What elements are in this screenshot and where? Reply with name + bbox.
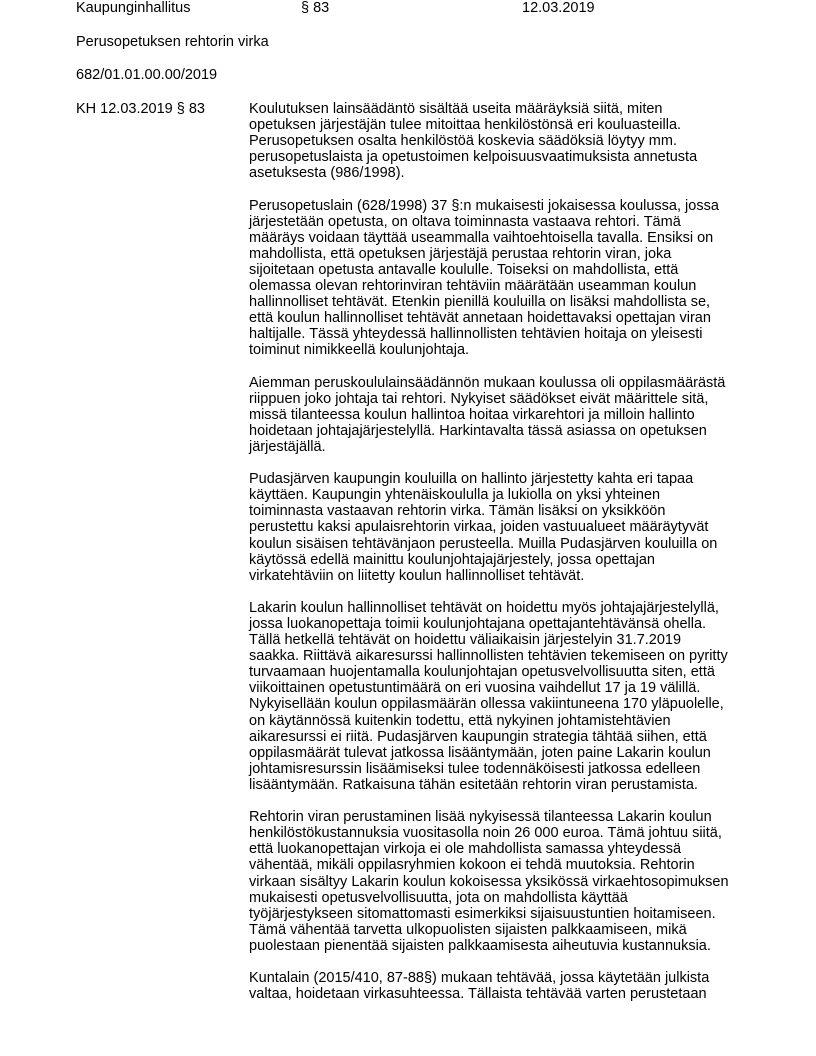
body-paragraph bbox=[249, 970, 749, 1002]
text-line: sijoitetaan opetusta antavalle koululle. Toiseksi on mahdollista, että bbox=[249, 261, 679, 278]
text-line: mukaisesti opetusvelvollisuutta, jota on mahdollista käyttää bbox=[249, 889, 628, 906]
document-title: Perusopetuksen rehtorin virka bbox=[76, 34, 269, 50]
body-paragraph bbox=[249, 471, 749, 584]
text-line: olemassa olevan rehtorinviran tehtäviin määrätään useamman koulun bbox=[249, 278, 697, 295]
text-line: haltijalle. Tässä yhteydessä hallinnollisten tehtävien hoitaja on yleisesti bbox=[249, 326, 703, 343]
text-line: hallinnolliset tehtävät. Etenkin pienillä kouluilla on lisäksi mahdollista se, bbox=[249, 294, 711, 311]
body-paragraph bbox=[249, 198, 749, 359]
text-line: perustettu kaksi apulaisrehtorin virkaa, joiden vastuualueet määräytyvät bbox=[249, 519, 709, 536]
document-body bbox=[249, 101, 749, 1018]
text-line: koulun sisäisen tehtävänjaon perusteella. Muilla Pudasjärven kouluilla on bbox=[249, 535, 718, 552]
text-line: Kuntalain (2015/410, 87-88§) mukaan tehtävää, jossa käytetään julkista bbox=[249, 970, 710, 987]
text-line: missä tilanteessa koulun hallintoa hoitaa virkarehtori ja milloin hallinto bbox=[249, 406, 695, 423]
body-paragraph bbox=[249, 600, 749, 793]
text-line: aikaresurssi ei riitä. Pudasjärven kaupungin strategia tähtää siihen, että bbox=[249, 728, 707, 745]
text-line: saakka. Riittävä aikaresurssi hallinnollisten tehtävien tekemiseen on pyritty bbox=[249, 648, 728, 665]
body-paragraph bbox=[249, 101, 749, 181]
text-line: lisääntymään. Ratkaisuna tähän esitetään rehtorin viran perustamista. bbox=[249, 776, 698, 793]
meeting-date: 12.03.2019 bbox=[522, 0, 595, 16]
text-line: asetuksesta (986/1998). bbox=[249, 165, 405, 182]
text-line: puolestaan pienentää sijaisten palkkaamisesta aiheutuvia kustannuksia. bbox=[249, 937, 711, 954]
text-line: Tällä hetkellä tehtävät on hoidettu väliaikaisin järjestelyin 31.7.2019 bbox=[249, 632, 682, 649]
meeting-reference: KH 12.03.2019 § 83 bbox=[76, 101, 205, 117]
text-line: määräys voidaan täyttää useammalla vaihtoehtoisella tavalla. Ensiksi on bbox=[249, 229, 714, 246]
text-line: henkilöstökustannuksia vuositasolla noin 26 000 euroa. Tämä johtuu siitä, bbox=[249, 825, 722, 842]
text-line: virkaan sisältyy Lakarin koulun kokoisessa yksikössä virkaehtosopimuksen bbox=[249, 873, 729, 890]
text-line: Lakarin koulun hallinnolliset tehtävät on hoidettu myös johtajajärjestelyllä, bbox=[249, 599, 719, 616]
text-line: viikoittainen opetustuntimäärä on eri vuosina vaihdellut 17 ja 19 välillä. bbox=[249, 680, 701, 697]
text-line: hoidetaan johtajajärjestelyllä. Harkintavalta tässä asiassa on opetuksen bbox=[249, 422, 707, 439]
text-line: oppilasmäärät tulevat jatkossa lisääntymään, joten paine Lakarin koulun bbox=[249, 744, 711, 761]
text-line: Pudasjärven kaupungin kouluilla on hallinto järjestetty kahta eri tapaa bbox=[249, 471, 694, 488]
text-line: toiminut nimikkeellä koulunjohtaja. bbox=[249, 342, 470, 359]
text-line: että koulun hallinnolliset tehtävät annetaan hoidettavaksi opettajan viran bbox=[249, 310, 711, 327]
record-number: 682/01.01.00.00/2019 bbox=[76, 67, 218, 83]
text-line: jossa luokanopettaja toimii koulunjohtajana opettajantehtävänsä ohella. bbox=[249, 616, 707, 632]
section-number: § 83 bbox=[301, 0, 330, 16]
text-line: Rehtorin viran perustaminen lisää nykyisessä tilanteessa Lakarin koulun bbox=[249, 809, 712, 826]
text-line: Koulutuksen lainsäädäntö sisältää useita määräyksiä siitä, miten bbox=[249, 101, 663, 117]
text-line: turvaamaan huojentamalla koulunjohtajan opetusvelvollisuutta siten, että bbox=[249, 664, 715, 681]
text-line: toiminnasta vastaavan rehtorin virka. Tämän lisäksi on yksikköön bbox=[249, 503, 666, 520]
text-line: järjestetään opetusta, on oltava toiminnasta vastaava rehtori. Tämä bbox=[249, 213, 681, 230]
text-line: riippuen joko johtaja tai rehtori. Nykyiset säädökset eivät määrittele sitä, bbox=[249, 390, 709, 407]
text-line: Aiemman peruskoululainsäädännön mukaan koulussa oli oppilasmäärästä bbox=[249, 374, 726, 391]
text-line: Nykyisellään koulun oppilasmäärän ollessa vakiintuneena 170 yläpuolelle, bbox=[249, 696, 724, 713]
text-line: että luokanopettajan virkoja ei ole mahdollista samassa yhteydessä bbox=[249, 841, 682, 858]
organ-name: Kaupunginhallitus bbox=[76, 0, 191, 16]
text-line: Perusopetuslain (628/1998) 37 §:n mukaisesti jokaisessa koulussa, jossa bbox=[249, 197, 719, 214]
body-paragraph bbox=[249, 809, 749, 954]
text-line: valtaa, hoidetaan virkasuhteessa. Tällaista tehtävää varten perustetaan bbox=[249, 986, 707, 1003]
text-line: mahdollista, että opetuksen järjestäjä perustaa rehtorin viran, joka bbox=[249, 245, 672, 262]
text-line: työjärjestykseen sitomattomasti esimerkiksi sijaisuustuntien hoitamiseen. bbox=[249, 905, 716, 922]
text-line: järjestäjällä. bbox=[249, 438, 326, 455]
text-line: vähentää, mikäli oppilasryhmien kokoon ei tehdä muutoksia. Rehtorin bbox=[249, 857, 695, 874]
text-line: perusopetuslaista ja opetustoimen kelpoisuusvaatimuksista annetusta bbox=[249, 149, 698, 166]
text-line: johtamisresurssin lisäämiseksi tulee todennäköisesti jatkossa edelleen bbox=[249, 760, 701, 777]
text-line: on käytännössä kuitenkin todettu, että nykyinen johtamistehtävien bbox=[249, 712, 671, 729]
text-line: Perusopetuksen osalta henkilöstöä koskevia säädöksiä löytyy mm. bbox=[249, 133, 677, 150]
text-line: käyttäen. Kaupungin yhtenäiskoululla ja lukiolla on yksi yhteinen bbox=[249, 487, 661, 504]
text-line: virkatehtäviin on liitetty koulun hallinnolliset tehtävät. bbox=[249, 567, 585, 584]
text-line: Tämä vähentää tarvetta ulkopuolisten sijaisten palkkaamiseen, mikä bbox=[249, 921, 687, 938]
body-paragraph bbox=[249, 375, 749, 455]
text-line: opetuksen järjestäjän tulee mitoittaa henkilöstönsä eri kouluasteilla. bbox=[249, 117, 682, 134]
text-line: käytössä edellä mainittu koulunjohtajajärjestely, jossa opettajan bbox=[249, 551, 655, 568]
